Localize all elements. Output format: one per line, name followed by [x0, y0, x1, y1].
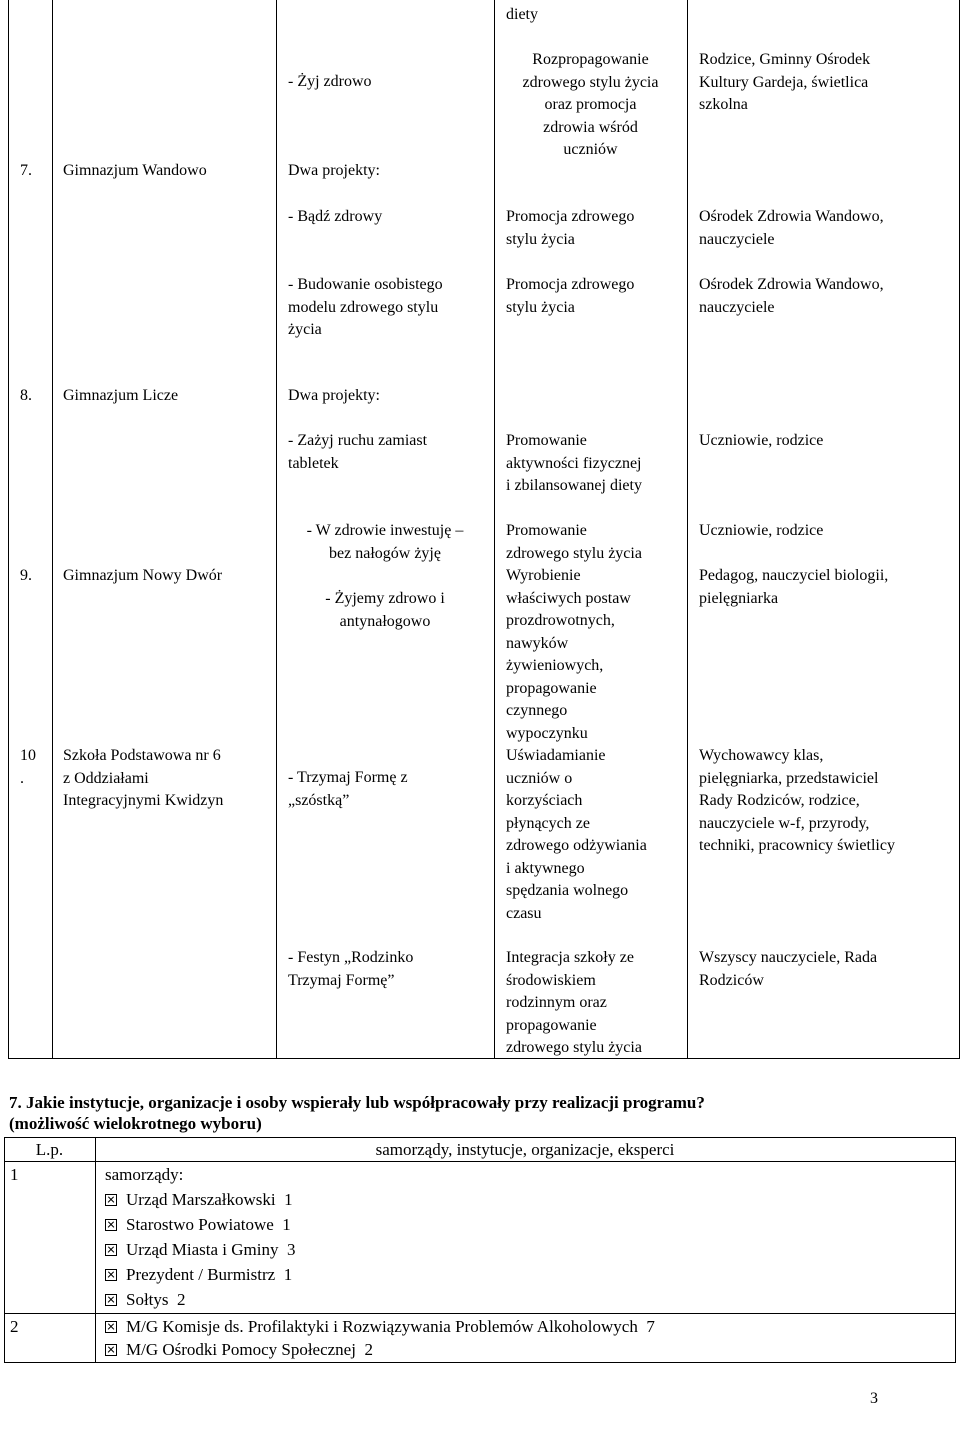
question-subtitle: (możliwość wielokrotnego wyboru): [9, 1114, 262, 1133]
project-partners: Uczniowie, rodzice: [699, 432, 824, 449]
project-partners: Uczniowie, rodzice: [699, 522, 824, 539]
table-cell-fragment: diety: [506, 6, 538, 23]
project-title: - Bądź zdrowy: [288, 208, 383, 225]
projects-count-label: Dwa projekty:: [288, 387, 380, 404]
row-number: 10 .: [20, 747, 36, 787]
checked-checkbox-icon[interactable]: [105, 1344, 117, 1356]
page-number: 3: [870, 1390, 878, 1407]
project-partners: Wychowawcy klas, pielęgniarka, przedstawiciel Rady Rodziców, rodzice, nauczyciele w-f, przyrody, techniki, pracownicy świetlicy: [699, 747, 895, 854]
checkbox-item[interactable]: M/G Ośrodki Pomocy Społecznej 2: [105, 1339, 373, 1362]
checkbox-item[interactable]: Urząd Miasta i Gminy 3: [105, 1239, 296, 1262]
project-goal: Uświadamianie uczniów o korzyściach płynących ze zdrowego odżywiania i aktywnego spędzania wolnego czasu: [506, 747, 647, 922]
checked-checkbox-icon[interactable]: [105, 1269, 117, 1281]
project-title: - Budowanie osobistego modelu zdrowego stylu życia: [288, 276, 443, 338]
project-title: - Żyj zdrowo: [288, 73, 372, 90]
row-number: 2: [10, 1317, 19, 1336]
school-name: Gimnazjum Licze: [63, 387, 179, 404]
project-title: - W zdrowie inwestuję – bez nałogów żyję: [306, 522, 464, 562]
project-title: - Festyn „Rodzinko Trzymaj Formę”: [288, 949, 414, 989]
table-header-institutions: samorządy, instytucje, organizacje, eksperci: [375, 1140, 675, 1159]
project-goal: Promocja zdrowego stylu życia: [506, 276, 635, 316]
project-goal: Promowanie zdrowego stylu życia Wyrobienie właściwych postaw prozdrowotnych, nawyków żywieniowych, propagowanie czynnego wypoczynku: [506, 522, 642, 742]
checked-checkbox-icon[interactable]: [105, 1194, 117, 1206]
project-partners: Ośrodek Zdrowia Wandowo, nauczyciele: [699, 276, 884, 316]
project-goal: Integracja szkoły ze środowiskiem rodzinnym oraz propagowanie zdrowego stylu życia: [506, 949, 642, 1056]
project-goal: Promocja zdrowego stylu życia: [506, 208, 635, 248]
row-number: 7.: [20, 162, 32, 179]
checked-checkbox-icon[interactable]: [105, 1321, 117, 1333]
category-label: samorządy:: [105, 1165, 184, 1184]
table-header-lp: L.p.: [35, 1140, 64, 1159]
row-number: 1: [10, 1165, 19, 1184]
school-name: Gimnazjum Nowy Dwór: [63, 567, 223, 584]
checkbox-item[interactable]: Urząd Marszałkowski 1: [105, 1189, 293, 1212]
checked-checkbox-icon[interactable]: [105, 1294, 117, 1306]
checked-checkbox-icon[interactable]: [105, 1244, 117, 1256]
checkbox-item[interactable]: Sołtys 2: [105, 1289, 186, 1312]
checkbox-item[interactable]: M/G Komisje ds. Profilaktyki i Rozwiązywania Problemów Alkoholowych 7: [105, 1316, 655, 1339]
project-partners: Pedagog, nauczyciel biologii, pielęgniarka: [699, 567, 889, 607]
question-title: 7. Jakie instytucje, organizacje i osoby wspierały lub współpracowały przy realizacji programu?: [9, 1093, 705, 1112]
project-partners: Ośrodek Zdrowia Wandowo, nauczyciele: [699, 208, 884, 248]
row-number: 8.: [20, 387, 32, 404]
project-goal: Rozpropagowanie zdrowego stylu życia oraz promocja zdrowia wśród uczniów: [522, 51, 659, 158]
project-title: - Żyjemy zdrowo i antynałogowo: [325, 590, 445, 630]
checked-checkbox-icon[interactable]: [105, 1219, 117, 1231]
project-goal: Promowanie aktywności fizycznej i zbilansowanej diety: [506, 432, 642, 494]
checkbox-item[interactable]: Prezydent / Burmistrz 1: [105, 1264, 292, 1287]
project-partners: Rodzice, Gminny Ośrodek Kultury Gardeja, świetlica szkolna: [699, 51, 871, 113]
projects-count-label: Dwa projekty:: [288, 162, 380, 179]
project-partners: Wszyscy nauczyciele, Rada Rodziców: [699, 949, 878, 989]
checkbox-item[interactable]: Starostwo Powiatowe 1: [105, 1214, 291, 1237]
project-title: - Trzymaj Formę z „szóstką”: [288, 769, 408, 809]
row-number: 9.: [20, 567, 32, 584]
project-title: - Zażyj ruchu zamiast tabletek: [288, 432, 428, 472]
school-name: Gimnazjum Wandowo: [63, 162, 207, 179]
school-name: Szkoła Podstawowa nr 6 z Oddziałami Integracyjnymi Kwidzyn: [63, 747, 224, 809]
